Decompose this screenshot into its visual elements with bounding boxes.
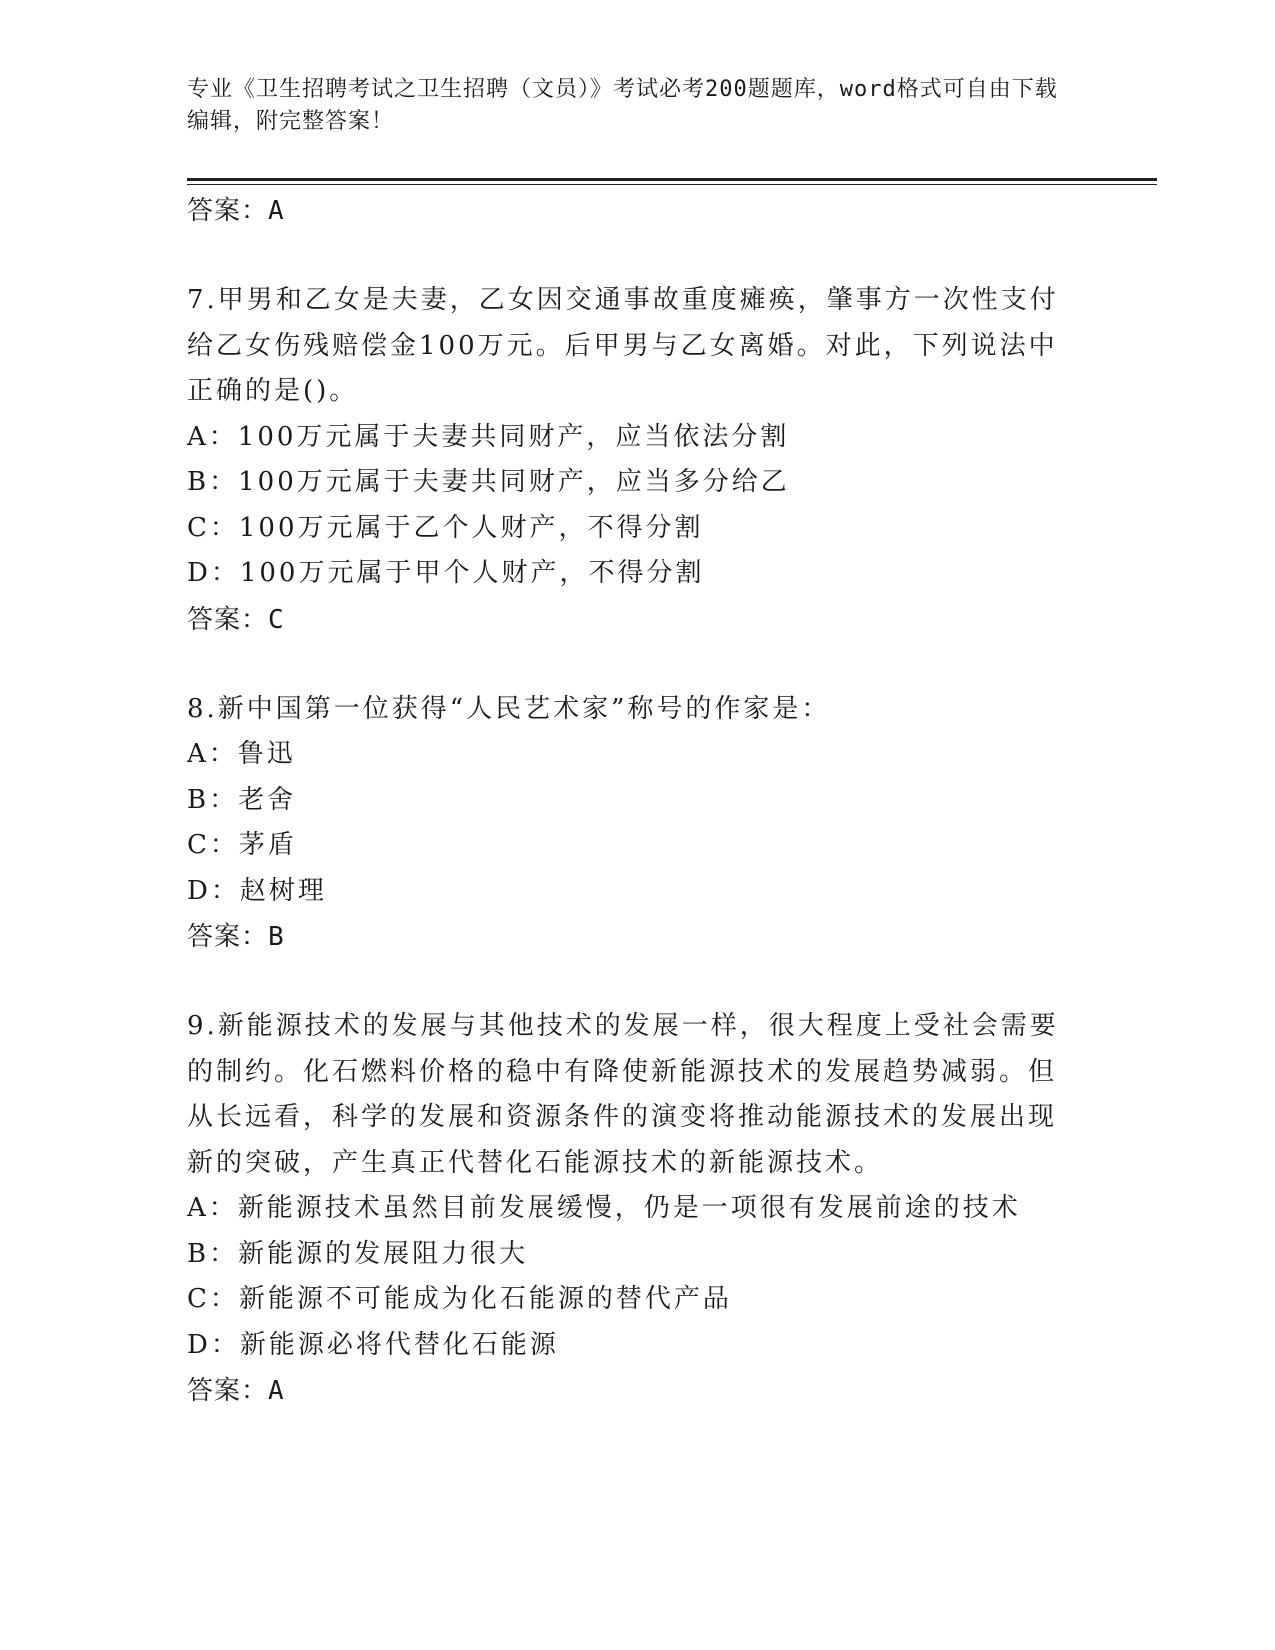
option-c: C：茅盾 bbox=[187, 830, 297, 860]
question-9 bbox=[187, 1004, 1067, 1414]
document-body bbox=[187, 188, 1067, 1414]
question-stem: 9.新能源技术的发展与其他技术的发展一样，很大程度上受社会需要的制约。化石燃料价格的稳中有降使新能源技术的发展趋势减弱。但从长远看，科学的发展和资源条件的演变将推动能源技术的发展出现新的突破，产生真正代替化石能源技术的新能源技术。 bbox=[187, 1011, 1059, 1178]
option-a: A：100万元属于夫妻共同财产，应当依法分割 bbox=[187, 421, 790, 452]
answer-line: 答案：B bbox=[187, 922, 285, 952]
answer-line: 答案：A bbox=[187, 1376, 285, 1406]
document-header: 专业《卫生招聘考试之卫生招聘（文员）》考试必考200题题库，word格式可自由下载编辑，附完整答案！ bbox=[187, 77, 1058, 134]
option-d: D：新能源必将代替化石能源 bbox=[187, 1329, 559, 1360]
header-rule-thin bbox=[187, 184, 1157, 185]
option-a: A：新能源技术虽然目前发展缓慢，仍是一项很有发展前途的技术 bbox=[187, 1193, 1021, 1223]
answer-line: 答案：C bbox=[187, 604, 285, 635]
option-c: C：新能源不可能成为化石能源的替代产品 bbox=[187, 1284, 732, 1314]
question-stem: 7.甲男和乙女是夫妻，乙女因交通事故重度瘫痪，肇事方一次性支付给乙女伤残赔偿金100万元。后甲男与乙女离婚。对此，下列说法中正确的是()。 bbox=[187, 285, 1059, 406]
question-stem: 8.新中国第一位获得“人民艺术家”称号的作家是： bbox=[187, 693, 831, 724]
header-rule-thick bbox=[187, 178, 1157, 181]
option-b: B：100万元属于夫妻共同财产，应当多分给乙 bbox=[187, 467, 790, 497]
option-a: A：鲁迅 bbox=[187, 739, 296, 769]
option-b: B：新能源的发展阻力很大 bbox=[187, 1238, 529, 1269]
question-7 bbox=[187, 278, 1067, 643]
option-b: B：老舍 bbox=[187, 784, 297, 815]
answer-line: 答案：A bbox=[187, 196, 285, 226]
question-8 bbox=[187, 687, 1067, 961]
option-d: D：赵树理 bbox=[187, 875, 327, 906]
option-c: C：100万元属于乙个人财产，不得分割 bbox=[187, 512, 704, 543]
option-d: D：100万元属于甲个人财产，不得分割 bbox=[187, 558, 705, 588]
